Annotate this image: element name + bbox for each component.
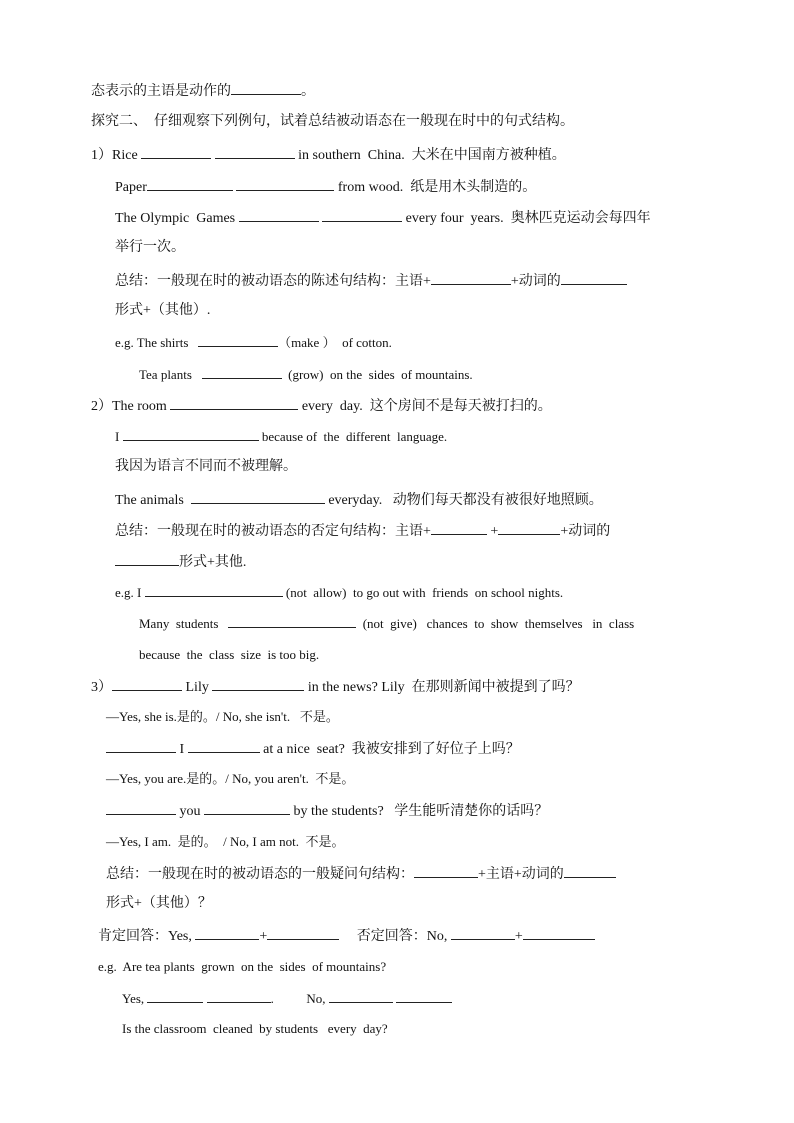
text-segment: （make ） of cotton. xyxy=(278,335,392,350)
text-line-25 xyxy=(106,832,344,852)
text-line-24 xyxy=(106,800,548,822)
text-segment: by the students? 学生能听清楚你的话吗？ xyxy=(290,804,549,819)
answer-blank[interactable] xyxy=(239,207,319,222)
text-segment: 态表示的主语是动作的 xyxy=(91,84,231,99)
text-segment: —Yes, I am. 是的。 / No, I am not. 不是。 xyxy=(106,834,345,849)
text-line-12 xyxy=(115,426,447,447)
text-segment: you xyxy=(176,804,204,819)
answer-blank[interactable] xyxy=(267,925,339,940)
answer-blank[interactable] xyxy=(112,676,182,691)
text-segment: 我因为语言不同而不被理解。 xyxy=(115,459,297,474)
text-segment: 总结：一般现在时的被动语态的一般疑问句结构： xyxy=(106,867,414,882)
text-segment: + xyxy=(514,929,523,944)
text-segment: in the news? Lily 在那则新闻中被提到了吗？ xyxy=(304,680,580,695)
text-line-13 xyxy=(115,457,297,477)
answer-blank[interactable] xyxy=(523,925,595,940)
text-segment: 举行一次。 xyxy=(115,240,185,255)
text-segment: because of the different language. xyxy=(258,429,448,444)
answer-blank[interactable] xyxy=(329,988,393,1003)
text-segment: . No, xyxy=(270,991,329,1006)
answer-blank[interactable] xyxy=(123,426,259,441)
text-segment: The Olympic Games xyxy=(115,211,239,226)
text-segment: Paper xyxy=(115,180,147,195)
text-segment: +主语+动词的 xyxy=(478,867,564,882)
answer-blank[interactable] xyxy=(322,207,402,222)
text-segment: Is the classroom cleaned by students every day? xyxy=(122,1021,388,1036)
answer-blank[interactable] xyxy=(202,364,282,379)
text-segment: e.g. The shirts xyxy=(115,335,199,350)
text-segment: every four years. 奥林匹克运动会每四年 xyxy=(402,211,651,226)
text-line-4 xyxy=(115,176,536,198)
answer-blank[interactable] xyxy=(212,676,304,691)
text-segment: + xyxy=(259,929,268,944)
text-segment: 否定回答：No, xyxy=(339,929,451,944)
answer-blank[interactable] xyxy=(431,520,487,535)
text-segment: every day. 这个房间不是每天被打扫的。 xyxy=(298,399,552,414)
answer-blank[interactable] xyxy=(147,988,203,1003)
text-segment: —Yes, you are.是的。/ No, you aren't. 不是。 xyxy=(106,771,355,786)
text-line-2 xyxy=(91,112,574,132)
text-segment: e.g. Are tea plants grown on the sides of mountains? xyxy=(98,959,387,974)
text-segment: +动词的 xyxy=(560,524,611,539)
answer-blank[interactable] xyxy=(188,738,260,753)
answer-blank[interactable] xyxy=(564,863,616,878)
text-segment: Many students xyxy=(139,616,229,631)
text-line-7 xyxy=(115,270,627,292)
answer-blank[interactable] xyxy=(498,520,560,535)
text-segment: in southern China. 大米在中国南方被种植。 xyxy=(294,148,566,163)
text-segment: 形式+（其他）. xyxy=(115,303,211,318)
text-segment: +动词的 xyxy=(510,274,561,289)
text-segment: 总结：一般现在时的被动语态的否定句结构：主语+ xyxy=(115,524,431,539)
answer-blank[interactable] xyxy=(191,489,325,504)
text-segment: 形式+其他. xyxy=(179,555,247,570)
answer-blank[interactable] xyxy=(145,582,283,597)
text-line-15 xyxy=(115,520,610,542)
text-segment: e.g. I xyxy=(115,585,145,600)
answer-blank[interactable] xyxy=(195,925,259,940)
text-line-9 xyxy=(115,332,392,353)
text-line-22 xyxy=(106,738,520,760)
text-line-18 xyxy=(139,613,634,634)
text-segment: 3） xyxy=(91,680,112,695)
text-line-26 xyxy=(106,863,616,885)
text-segment: 2）The room xyxy=(91,399,171,414)
text-line-8 xyxy=(115,301,210,321)
text-line-11 xyxy=(91,395,552,417)
text-segment: 1）Rice xyxy=(91,148,142,163)
text-segment: —Yes, she is.是的。/ No, she isn't. 不是。 xyxy=(106,709,339,724)
text-segment: because the class size is too big. xyxy=(139,647,320,662)
text-line-20 xyxy=(91,676,580,698)
text-segment: (grow) on the sides of mountains. xyxy=(281,367,473,382)
text-segment: Lily xyxy=(182,680,213,695)
text-line-5 xyxy=(115,207,651,229)
text-segment: Tea plants xyxy=(139,367,202,382)
answer-blank[interactable] xyxy=(431,270,511,285)
answer-blank[interactable] xyxy=(414,863,478,878)
answer-blank[interactable] xyxy=(106,800,176,815)
text-line-10 xyxy=(139,364,473,385)
text-line-23 xyxy=(106,769,354,789)
answer-blank[interactable] xyxy=(561,270,627,285)
text-segment: (not allow) to go out with friends on school nights. xyxy=(282,585,564,600)
text-segment: I xyxy=(115,429,123,444)
answer-blank[interactable] xyxy=(115,551,179,566)
answer-blank[interactable] xyxy=(207,988,271,1003)
text-segment: at a nice seat? 我被安排到了好位子上吗？ xyxy=(259,742,520,757)
text-segment: 肯定回答：Yes, xyxy=(98,929,196,944)
text-line-30 xyxy=(122,988,452,1009)
answer-blank[interactable] xyxy=(451,925,515,940)
text-line-1 xyxy=(91,80,315,102)
text-segment: everyday. 动物们每天都没有被很好地照顾。 xyxy=(324,493,603,508)
answer-blank[interactable] xyxy=(231,80,301,95)
text-segment: I xyxy=(176,742,188,757)
answer-blank[interactable] xyxy=(106,738,176,753)
text-line-29 xyxy=(98,957,386,977)
text-line-16 xyxy=(115,551,246,573)
text-line-27 xyxy=(106,894,212,914)
text-line-19 xyxy=(139,645,319,665)
answer-blank[interactable] xyxy=(215,144,295,159)
text-line-6 xyxy=(115,238,185,258)
text-line-28 xyxy=(98,925,595,947)
text-segment: Yes, xyxy=(122,991,148,1006)
text-segment: + xyxy=(486,524,499,539)
text-segment: The animals xyxy=(115,493,191,508)
answer-blank[interactable] xyxy=(204,800,290,815)
text-segment: (not give) chances to show themselves in class xyxy=(356,616,635,631)
text-segment: 形式+（其他）？ xyxy=(106,896,212,911)
text-line-31 xyxy=(122,1019,388,1039)
text-segment: 总结：一般现在时的被动语态的陈述句结构：主语+ xyxy=(115,274,431,289)
text-line-3 xyxy=(91,144,566,166)
text-line-21 xyxy=(106,707,339,727)
answer-blank[interactable] xyxy=(396,988,452,1003)
text-segment: 探究二、 仔细观察下列例句，试着总结被动语态在一般现在时中的句式结构。 xyxy=(91,114,574,129)
answer-blank[interactable] xyxy=(141,144,211,159)
answer-blank[interactable] xyxy=(236,176,334,191)
answer-blank[interactable] xyxy=(170,395,298,410)
text-segment: 。 xyxy=(301,84,315,99)
answer-blank[interactable] xyxy=(228,613,356,628)
answer-blank[interactable] xyxy=(198,332,278,347)
text-line-14 xyxy=(115,489,603,511)
text-segment: from wood. 纸是用木头制造的。 xyxy=(334,180,537,195)
answer-blank[interactable] xyxy=(147,176,233,191)
text-line-17 xyxy=(115,582,563,603)
